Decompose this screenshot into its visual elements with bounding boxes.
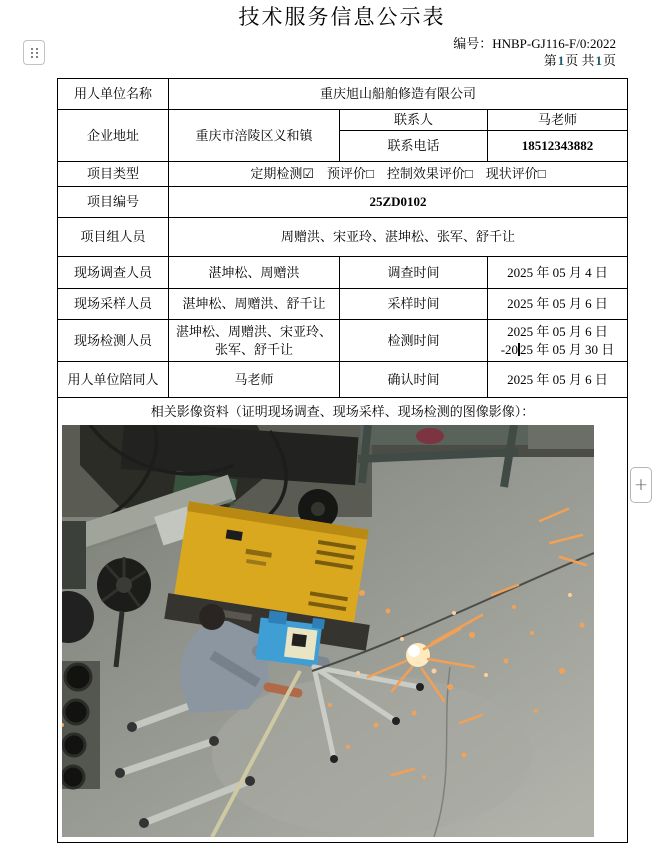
sampling-time-value[interactable]: 2025 年 05 月 6 日	[488, 289, 628, 320]
sampling-personnel-label[interactable]: 现场采样人员	[58, 289, 169, 320]
doc-meta	[453, 35, 616, 69]
project-team-label[interactable]: 项目组人员	[58, 218, 169, 257]
project-type-options[interactable]: 定期检测☑ 预评价□ 控制效果评价□ 现状评价□	[169, 162, 628, 187]
sampling-personnel-value[interactable]: 湛坤松、周赠洪、舒千让	[169, 289, 340, 320]
contact-phone-label[interactable]: 联系电话	[340, 131, 488, 162]
survey-time-value[interactable]: 2025 年 05 月 4 日	[488, 257, 628, 289]
project-number-label[interactable]: 项目编号	[58, 187, 169, 218]
doc-no-value: HNBP-GJ116-F/0:2022	[492, 36, 616, 51]
current-page-number: 1	[557, 53, 565, 68]
drag-handle-button[interactable]	[23, 40, 45, 65]
survey-personnel-label[interactable]: 现场调查人员	[58, 257, 169, 289]
confirm-time-label[interactable]: 确认时间	[340, 362, 488, 398]
company-address-label[interactable]: 企业地址	[58, 110, 169, 162]
survey-personnel-value[interactable]: 湛坤松、周赠洪	[169, 257, 340, 289]
detection-time-value[interactable]: 2025 年 05 月 6 日 -20 25 年 05 月 30 日	[488, 320, 628, 362]
photo-section-cell[interactable]	[58, 398, 628, 843]
detection-time-label[interactable]: 检测时间	[340, 320, 488, 362]
detection-personnel-label[interactable]: 现场检测人员	[58, 320, 169, 362]
employer-name-value[interactable]: 重庆旭山船舶修造有限公司	[169, 79, 628, 110]
site-photo[interactable]	[62, 425, 594, 837]
insert-plus-button[interactable]	[630, 467, 652, 503]
contact-person-label[interactable]: 联系人	[340, 110, 488, 131]
confirm-time-value[interactable]: 2025 年 05 月 6 日	[488, 362, 628, 398]
contact-person-value[interactable]: 马老师	[488, 110, 628, 131]
project-number-value[interactable]: 25ZD0102	[169, 187, 628, 218]
page-title[interactable]: 技术服务信息公示表	[238, 5, 446, 29]
doc-no-label: 编号：	[453, 36, 493, 51]
escort-person-label[interactable]: 用人单位陪同人	[58, 362, 169, 398]
info-table	[57, 78, 628, 843]
project-team-value[interactable]: 周赠洪、宋亚玲、湛坤松、张军、舒千让	[169, 218, 628, 257]
total-page-number: 1	[595, 53, 602, 68]
employer-name-label[interactable]: 用人单位名称	[58, 79, 169, 110]
survey-time-label[interactable]: 调查时间	[340, 257, 488, 289]
escort-person-value[interactable]: 马老师	[169, 362, 340, 398]
company-address-value[interactable]: 重庆市涪陵区义和镇	[169, 110, 340, 162]
plus-icon: +	[633, 475, 649, 495]
detection-personnel-value[interactable]: 湛坤松、周赠洪、宋亚玲、张军、舒千让	[169, 320, 340, 362]
contact-phone-value[interactable]: 18512343882	[488, 131, 628, 162]
grid-dots-icon	[31, 48, 38, 58]
photo-caption: 相关影像资料（证明现场调查、现场采样、现场检测的图像影像）：	[150, 404, 535, 420]
page-indicator[interactable]: 第1页 共1页	[543, 53, 616, 68]
document-number[interactable]	[453, 35, 616, 52]
site-photo-illustration	[62, 425, 594, 837]
project-type-label[interactable]: 项目类型	[58, 162, 169, 187]
sampling-time-label[interactable]: 采样时间	[340, 289, 488, 320]
